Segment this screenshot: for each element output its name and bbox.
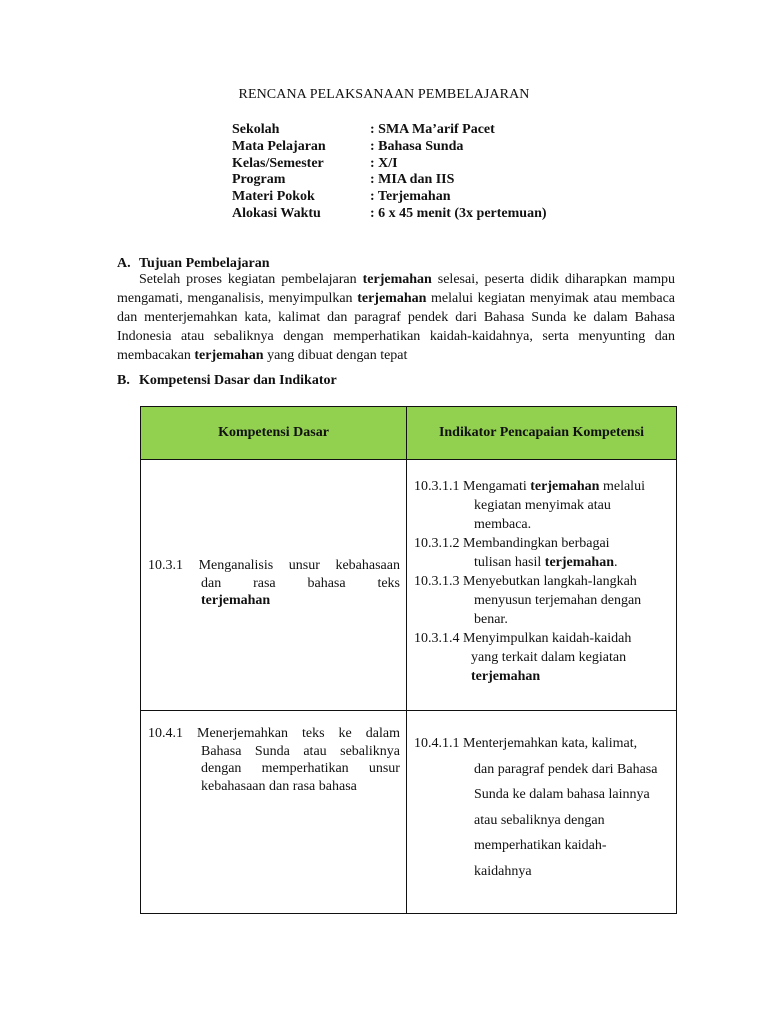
identity-label: Mata Pelajaran xyxy=(232,138,326,154)
objective-text-3: melalui kegiatan menyimak atau membaca dan menterjemahkan kata, kalimat dan paragraf pendek dari Bahasa Sunda ke dalam Bahasa Indonesia atau sebaliknya dengan memperhatikan kaidah-kaidahnya, serta menyunting dan membacakan xyxy=(117,291,676,363)
kd-word: kebahasaan xyxy=(335,558,400,573)
kd-line xyxy=(148,743,400,761)
indicator-text: 10.4.1.1 Menterjemahkan kata, kalimat, xyxy=(414,736,638,751)
kd-line xyxy=(148,557,400,575)
identity-row-school xyxy=(232,122,547,139)
identity-row-class xyxy=(232,156,547,173)
indicator-text: 10.3.1.2 Membandingkan berbagai xyxy=(414,536,610,551)
header-divider xyxy=(141,459,676,460)
column-divider xyxy=(406,407,407,913)
kd-number: 10.4.1 xyxy=(148,726,183,741)
objective-text-1: Setelah proses kegiatan pembelajaran xyxy=(139,272,357,287)
identity-value: : MIA dan IIS xyxy=(370,172,455,188)
indicator-text: tulisan hasil xyxy=(474,555,542,570)
identity-row-subject xyxy=(232,139,547,156)
indicator-text: 10.3.1.1 Mengamati xyxy=(414,479,527,494)
keyword: terjemahan xyxy=(362,272,432,287)
indicator-text: membaca. xyxy=(474,517,532,532)
identity-value: : 6 x 45 menit (3x pertemuan) xyxy=(370,205,547,221)
kd-word: teks xyxy=(377,575,400,591)
kd-line xyxy=(148,725,400,743)
kd-word: dengan xyxy=(201,761,242,776)
kd-word: teks xyxy=(301,726,325,741)
indicator-text: melalui xyxy=(602,479,645,494)
identity-row-time xyxy=(232,206,547,223)
page-title: RENCANA PELAKSANAAN PEMBELAJARAN xyxy=(238,87,530,102)
kd-line xyxy=(148,592,400,610)
section-b-heading xyxy=(117,373,337,389)
section-letter: A. xyxy=(117,256,131,271)
kd-word: memperhatikan xyxy=(261,761,349,776)
objective-paragraph xyxy=(117,270,675,365)
keyword: terjemahan xyxy=(201,593,271,608)
indicator-text: benar. xyxy=(474,612,508,627)
indicator-text: atau sebaliknya dengan xyxy=(474,812,605,828)
indicator-item xyxy=(414,629,676,686)
kd-word: ke xyxy=(338,726,352,741)
identity-value: : SMA Ma’arif Pacet xyxy=(370,122,495,137)
identity-label: Sekolah xyxy=(232,122,280,137)
kd-word: rasa xyxy=(253,575,276,591)
identity-value: : X/I xyxy=(370,155,398,171)
kd-line xyxy=(148,575,400,593)
indicator-text: yang terkait dalam kegiatan xyxy=(471,650,627,665)
kd-word: Bahasa xyxy=(201,743,242,759)
identity-value: : Terjemahan xyxy=(370,189,451,205)
indicator-text: dan paragraf pendek dari Bahasa xyxy=(474,761,658,777)
indicator-text: . xyxy=(613,555,618,570)
competency-table xyxy=(140,406,677,914)
indicator-text: Sunda ke dalam bahasa lainnya xyxy=(474,787,650,802)
keyword: terjemahan xyxy=(357,291,427,306)
identity-row-program xyxy=(232,172,547,189)
section-letter: B. xyxy=(117,373,130,388)
kd-word: unsur xyxy=(368,761,400,776)
identity-value: : Bahasa Sunda xyxy=(370,138,464,154)
indicator-text: kaidahnya xyxy=(474,863,532,879)
identity-row-topic xyxy=(232,189,547,206)
indicator-item xyxy=(414,731,676,884)
kd-word: Sunda xyxy=(254,743,290,759)
section-title: Kompetensi Dasar dan Indikator xyxy=(139,373,337,388)
kd-line: kebahasaan dan rasa bahasa xyxy=(201,778,357,794)
kd-number: 10.3.1 xyxy=(148,558,183,573)
kd-word: bahasa xyxy=(307,575,346,591)
kd-word: unsur xyxy=(288,558,320,573)
identity-label: Program xyxy=(232,172,286,188)
indicator-text: 10.3.1.3 Menyebutkan langkah-langkah xyxy=(414,574,637,589)
kd-line xyxy=(148,760,400,778)
indicator-text: memperhatikan kaidah- xyxy=(474,838,607,853)
header-kompetensi-dasar: Kompetensi Dasar xyxy=(141,407,406,459)
identity-block xyxy=(232,122,547,223)
indicator-cell-row1 xyxy=(414,477,676,686)
indicator-text: kegiatan menyimak atau xyxy=(474,498,611,513)
indicator-text: 10.3.1.4 Menyimpulkan kaidah-kaidah xyxy=(414,631,632,646)
indicator-item xyxy=(414,477,676,534)
section-title: Tujuan Pembelajaran xyxy=(139,256,270,271)
kd-word: dan xyxy=(201,575,222,591)
header-indikator: Indikator Pencapaian Kompetensi xyxy=(407,407,676,459)
indicator-cell-row2 xyxy=(414,731,676,884)
kd-word: atau xyxy=(303,743,327,759)
keyword: terjemahan xyxy=(530,479,600,494)
identity-label: Materi Pokok xyxy=(232,189,315,205)
objective-text-2: selesai, peserta didik diharapkan mampu mengamati, menganalisis, menyimpulkan xyxy=(117,272,675,306)
indicator-item xyxy=(414,534,676,572)
kd-word: Menganalisis xyxy=(198,558,274,573)
kd-word: sebaliknya xyxy=(340,743,400,759)
row-divider xyxy=(141,710,676,711)
keyword: terjemahan xyxy=(194,348,264,363)
kd-word: dalam xyxy=(365,726,400,741)
identity-label: Alokasi Waktu xyxy=(232,205,321,221)
kd-cell-row2 xyxy=(148,725,400,795)
keyword: terjemahan xyxy=(544,555,614,570)
indicator-text: menyusun terjemahan dengan xyxy=(474,593,642,608)
identity-label: Kelas/Semester xyxy=(232,155,324,171)
kd-word: Menerjemahkan xyxy=(197,726,288,741)
objective-text-4: yang dibuat dengan tepat xyxy=(267,348,408,363)
indicator-item xyxy=(414,572,676,629)
kd-cell-row1 xyxy=(148,557,400,610)
keyword: terjemahan xyxy=(471,669,541,684)
